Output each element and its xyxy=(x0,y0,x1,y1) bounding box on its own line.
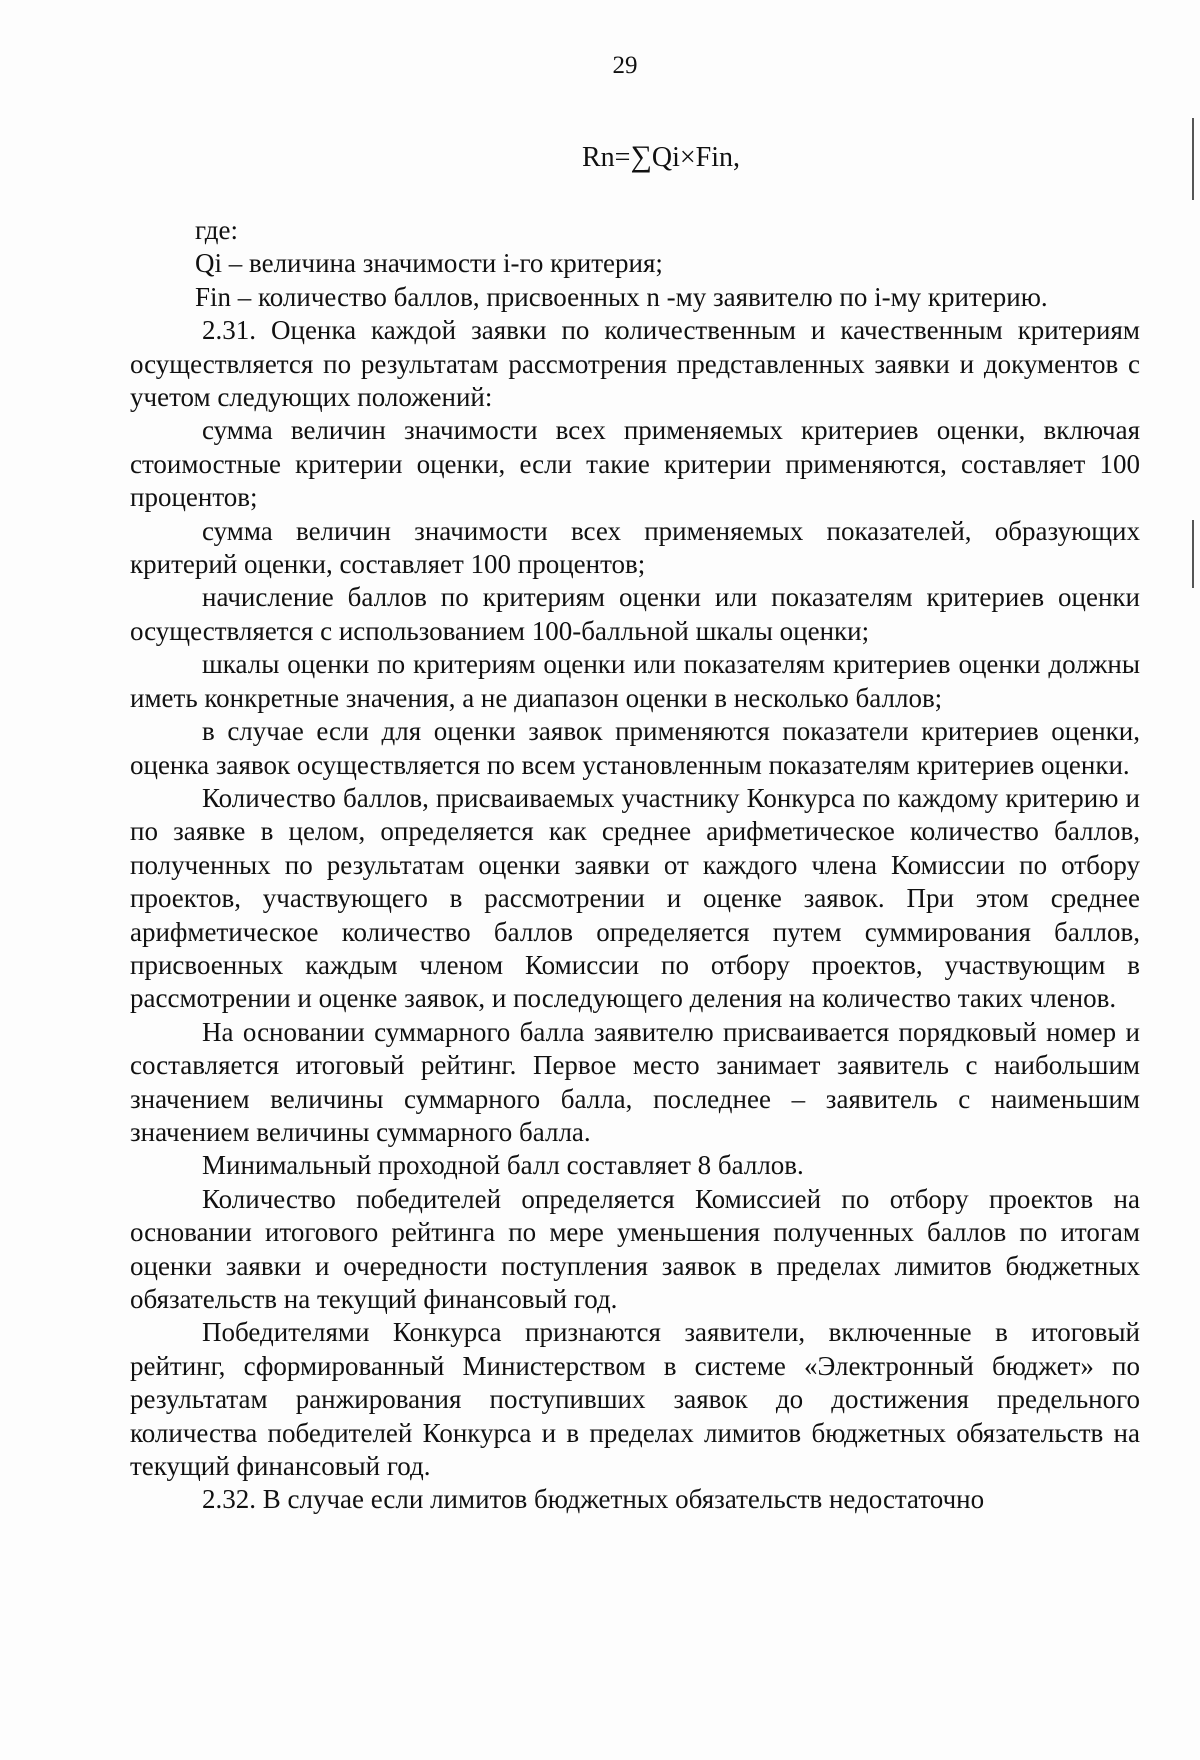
rating-formula xyxy=(582,140,740,174)
paragraph-scale-values: шкалы оценки по критериям оценки или показателям критериев оценки должны иметь конкретные значения, а не диапазон оценки в несколько баллов; xyxy=(130,649,1140,713)
paragraph-minimum-score: Минимальный проходной балл составляет 8 баллов. xyxy=(202,1150,804,1181)
scan-edge-mark xyxy=(1192,520,1194,588)
paragraph-winners-recognition: Победителями Конкурса признаются заявители, включенные в итоговый рейтинг, сформированный Министерством в системе «Электронный бюджет» по результатам ранжирования поступивших заявок до достижения предельного количества победителей Конкурса и в пределах лимитов бюджетных обязательств на текущий финансовый год. xyxy=(130,1317,1140,1482)
scan-edge-mark xyxy=(1192,118,1194,200)
paragraph-2-32: 2.32. В случае если лимитов бюджетных обязательств недостаточно xyxy=(202,1484,985,1515)
paragraph-criteria-sum: сумма величин значимости всех применяемых критериев оценки, включая стоимостные критерии оценки, если такие критерии применяются, составляет 100 процентов; xyxy=(130,415,1140,513)
paragraph-2-31: 2.31. Оценка каждой заявки по количественным и качественным критериям осуществляется по результатам рассмотрения представленных заявки и документов с учетом следующих положений: xyxy=(130,315,1140,413)
formula-rhs: Qi×Fin, xyxy=(651,142,741,173)
formula-lhs: Rn= xyxy=(582,142,631,173)
paragraph-rating: На основании суммарного балла заявителю присваивается порядковый номер и составляется итоговый рейтинг. Первое место занимает заявитель с наибольшим значением величины суммарного балла, последнее – заявитель с наименьшим значением величины суммарного балла. xyxy=(130,1016,1140,1147)
page-number: 29 xyxy=(612,52,638,79)
body-text xyxy=(130,214,1140,1517)
paragraph-indicators-evaluation: в случае если для оценки заявок применяются показатели критериев оценки, оценка заявок осуществляется по всем установленным показателям критериев оценки. xyxy=(130,716,1140,780)
paragraph-scoring-scale: начисление баллов по критериям оценки или показателям критериев оценки осуществляется с использованием 100-балльной шкалы оценки; xyxy=(130,582,1140,646)
sigma-symbol: ∑ xyxy=(630,140,652,173)
paragraph-average-score: Количество баллов, присваиваемых участнику Конкурса по каждому критерию и по заявке в целом, определяется как среднее арифметическое количество баллов, полученных по результатам оценки заявки от каждого члена Комиссии по отбору проектов, участвующего в рассмотрении и оценке заявок. При этом среднее арифметическое количество баллов определяется путем суммирования баллов, присвоенных каждым членом Комиссии по отбору проектов, участвующим в рассмотрении и оценке заявок, и последующего деления на количество таких членов. xyxy=(130,782,1140,1014)
paragraph-where: где: xyxy=(195,215,238,245)
paragraph-winners-count: Количество победителей определяется Комиссией по отбору проектов на основании итогового рейтинга по мере уменьшения полученных баллов по итогам оценки заявки и очередности поступления заявок в пределах лимитов бюджетных обязательств на текущий финансовый год. xyxy=(130,1183,1140,1314)
paragraph-fin-definition: Fin – количество баллов, присвоенных n -му заявителю по i-му критерию. xyxy=(195,281,1048,312)
paragraph-qi-definition: Qi – величина значимости i-го критерия; xyxy=(195,248,663,279)
paragraph-indicators-sum: сумма величин значимости всех применяемых показателей, образующих критерий оценки, составляет 100 процентов; xyxy=(130,515,1140,580)
